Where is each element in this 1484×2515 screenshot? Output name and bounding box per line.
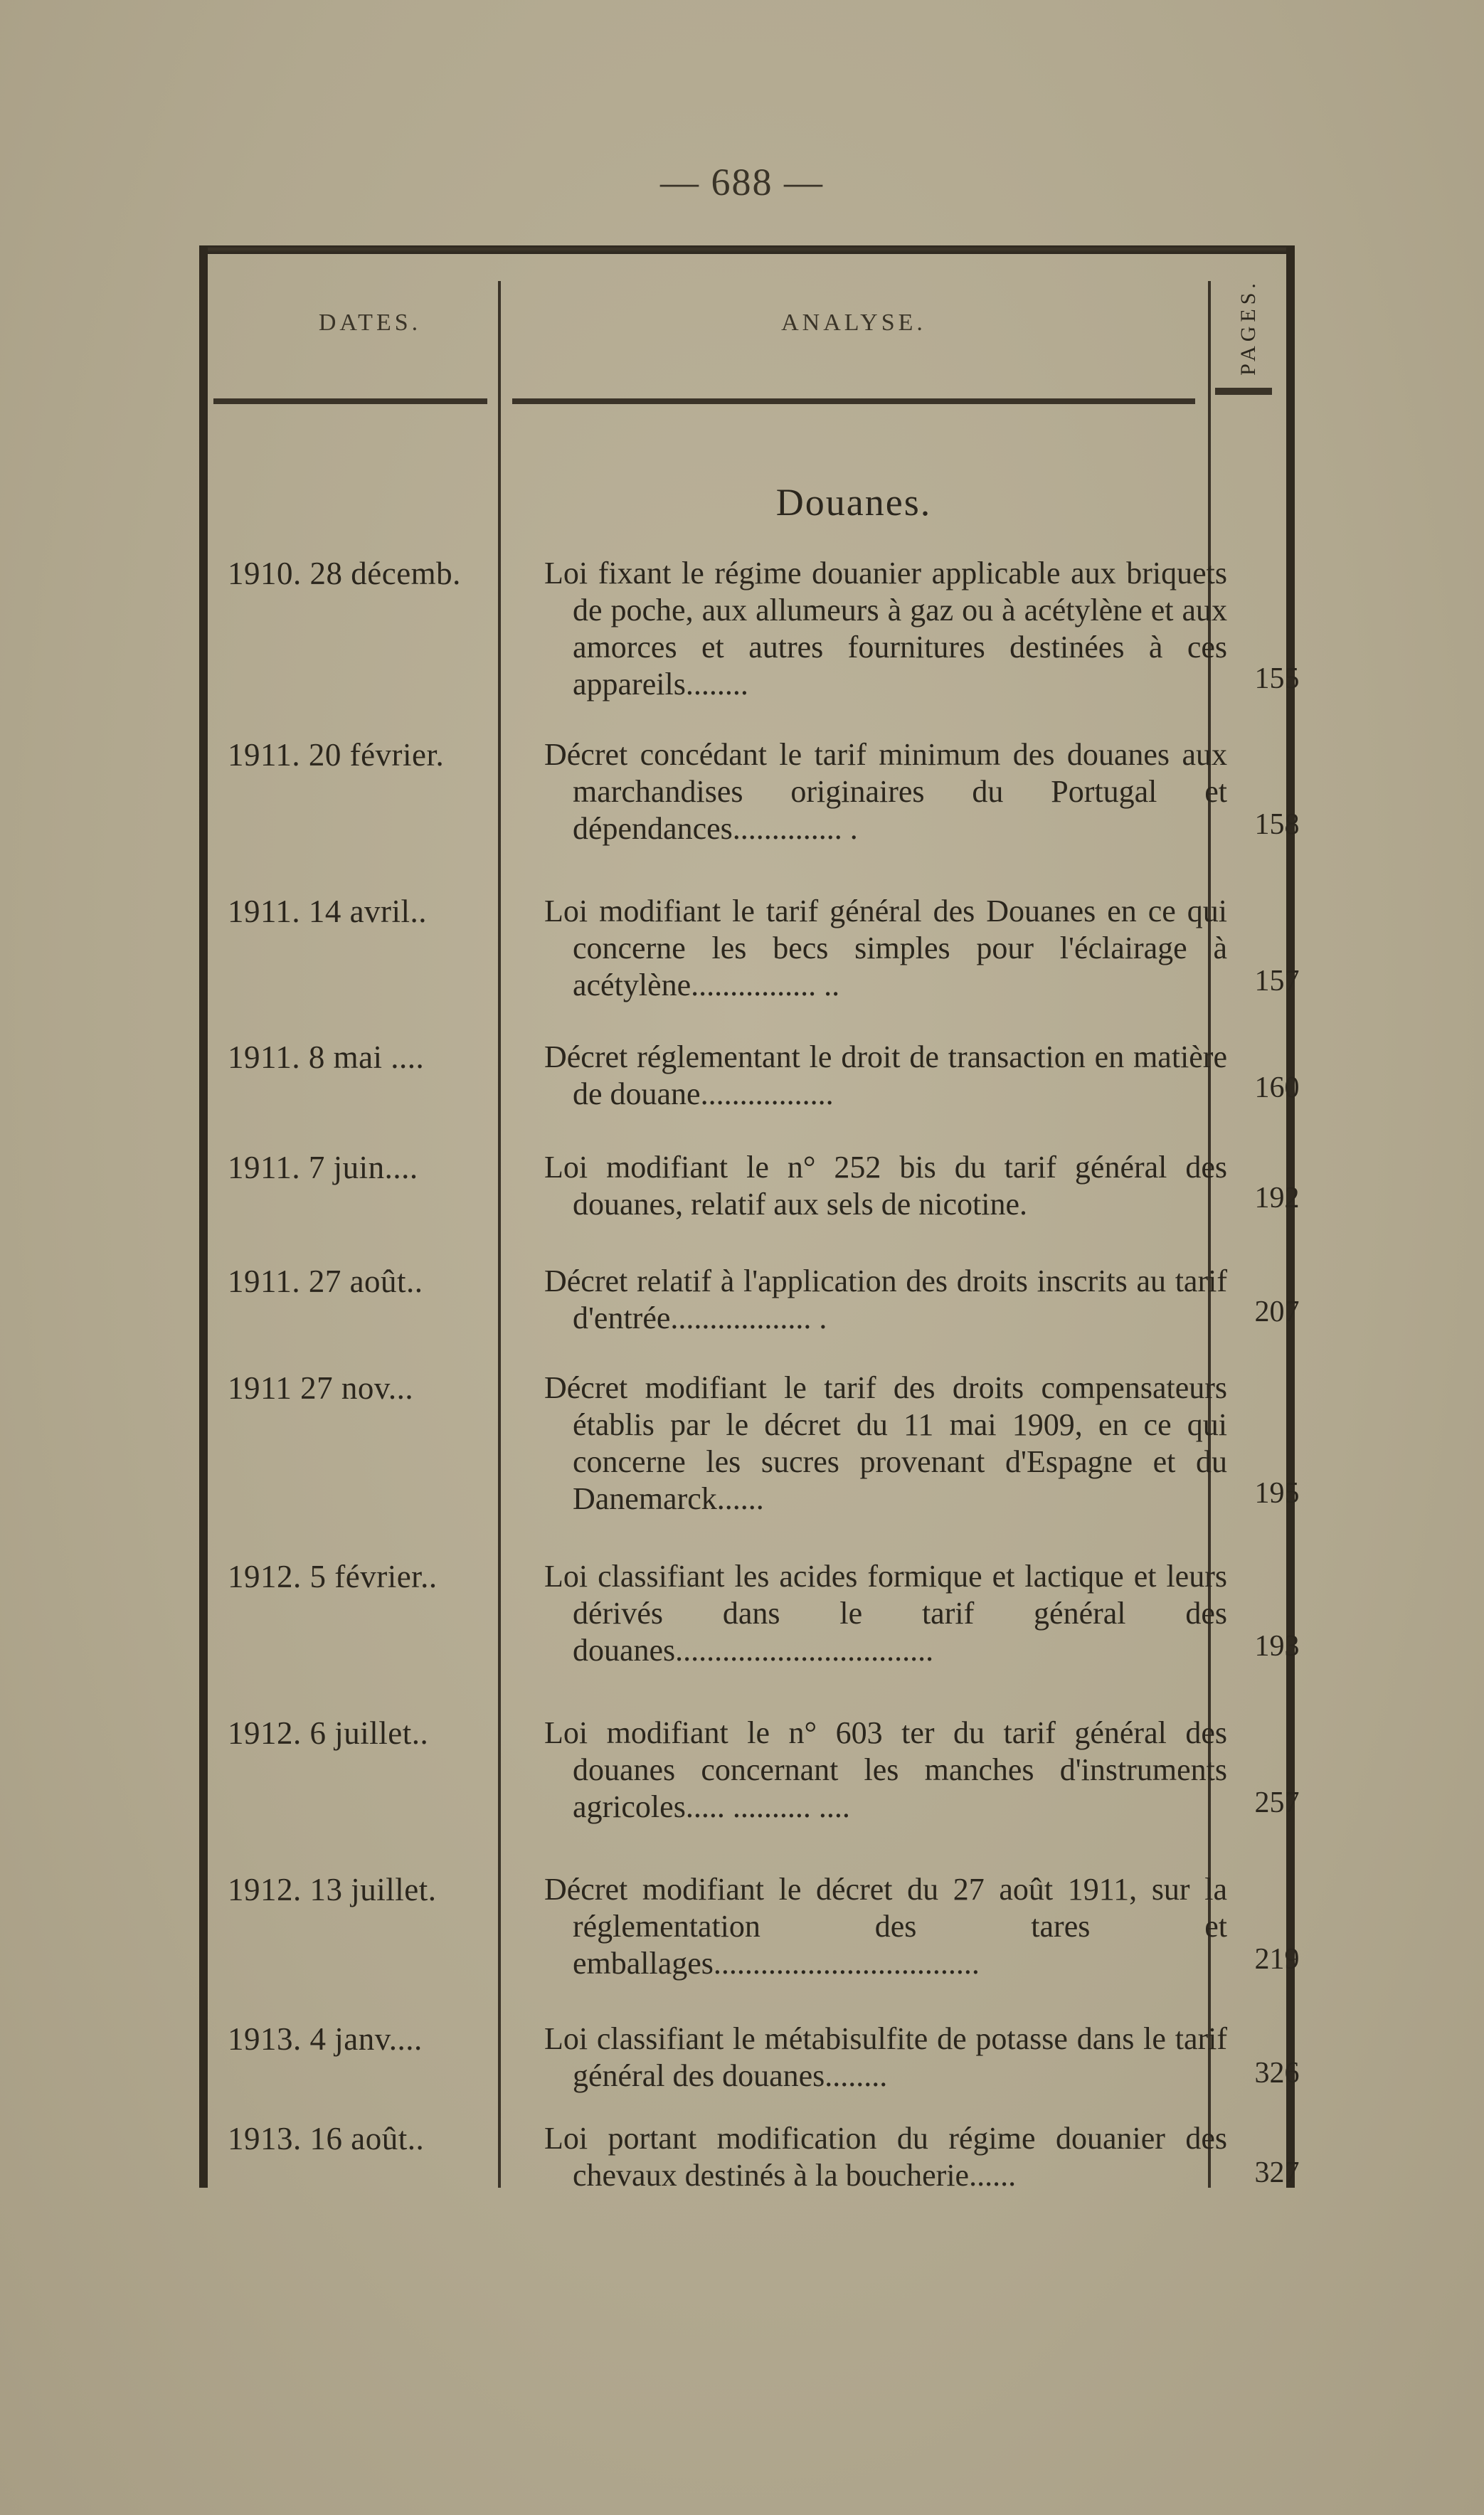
header-dates: DATES. [318,309,422,336]
entry-analysis: Loi portant modification du régime douanier des chevaux destinés à la boucherie...... [544,2121,1227,2193]
entry-analysis: Loi classifiant le métabisulfite de potasse dans le tarif général des douanes........ [544,2021,1227,2093]
entry-analysis: Décret relatif à l'application des droits inscrits au tarif d'entrée.................. . [544,1264,1227,1335]
entry-analysis: Décret modifiant le décret du 27 août 1911, sur la réglementation des tares et emballages.................................. [544,1872,1227,1981]
right-border [1286,245,1295,2188]
entry-date: 1911. 14 avril.. [228,894,428,929]
entry-page: 195 [1254,1477,1300,1510]
header-rule [512,398,1195,404]
entry-page: 257 [1254,1786,1300,1819]
entry-page: 193 [1254,1630,1300,1663]
entry-date: 1912. 6 juillet.. [228,1715,429,1751]
left-border [199,245,208,2188]
entry-date: 1912. 5 février.. [228,1559,438,1594]
entry-analysis: Loi modifiant le n° 252 bis du tarif général des douanes, relatif aux sels de nicotine. [544,1150,1227,1222]
entry-page: 158 [1254,808,1300,841]
entry-date: 1911. 8 mai .... [228,1039,425,1075]
entry-analysis: Loi fixant le régime douanier applicable aux briquets de poche, aux allumeurs à gaz ou à acétylène et aux amorces et autres fournitures destinées à ces appareils........ [544,556,1227,701]
entry-page: 157 [1254,965,1300,997]
entry-date: 1911. 27 août.. [228,1264,423,1299]
entry-date: 1911. 7 juin.... [228,1150,418,1185]
entry-analysis: Loi modifiant le tarif général des Douanes en ce qui concerne les becs simples pour l'éclairage à acétylène................ .. [544,894,1227,1002]
entry-page: 207 [1254,1296,1300,1328]
entry-page: 219 [1254,1943,1300,1976]
entry-analysis: Loi classifiant les acides formique et lactique et leurs dérivés dans le tarif général des douanes................................. [544,1559,1227,1668]
entry-page: 155 [1254,662,1300,695]
entry-page: 326 [1254,2057,1300,2090]
column-separator [498,281,501,2188]
header-analyse: ANALYSE. [781,309,926,336]
header-rule [1215,388,1272,395]
header-pages-label: PAGES. [1236,279,1260,376]
header-pages [1224,274,1273,381]
section-title: Douanes. [775,481,932,524]
entry-page: 192 [1254,1182,1300,1214]
entry-analysis: Décret réglementant le droit de transaction en matière de douane................. [544,1039,1227,1111]
page-number: — 688 — [660,161,824,203]
entry-analysis: Loi modifiant le n° 603 ter du tarif général des douanes concernant les manches d'instruments agricoles..... .......... .... [544,1715,1227,1824]
entry-date: 1910. 28 décemb. [228,556,461,591]
entry-analysis: Décret concédant le tarif minimum des douanes aux marchandises originaires du Portugal et dépendances.............. . [544,737,1227,846]
top-rule [199,245,1295,254]
entry-page: 327 [1254,2156,1300,2189]
entry-date: 1911. 20 février. [228,737,445,773]
entry-date: 1912. 13 juillet. [228,1872,437,1907]
entry-date: 1913. 4 janv.... [228,2021,423,2057]
header-rule [213,398,487,404]
entry-page: 160 [1254,1071,1300,1104]
entry-analysis: Décret modifiant le tarif des droits compensateurs établis par le décret du 11 mai 1909, en ce qui concerne les sucres provenant d'Espagne et du Danemarck...... [544,1370,1227,1516]
entry-date: 1911 27 nov... [228,1370,414,1406]
entry-date: 1913. 16 août.. [228,2121,425,2156]
table-frame [199,245,1300,2193]
